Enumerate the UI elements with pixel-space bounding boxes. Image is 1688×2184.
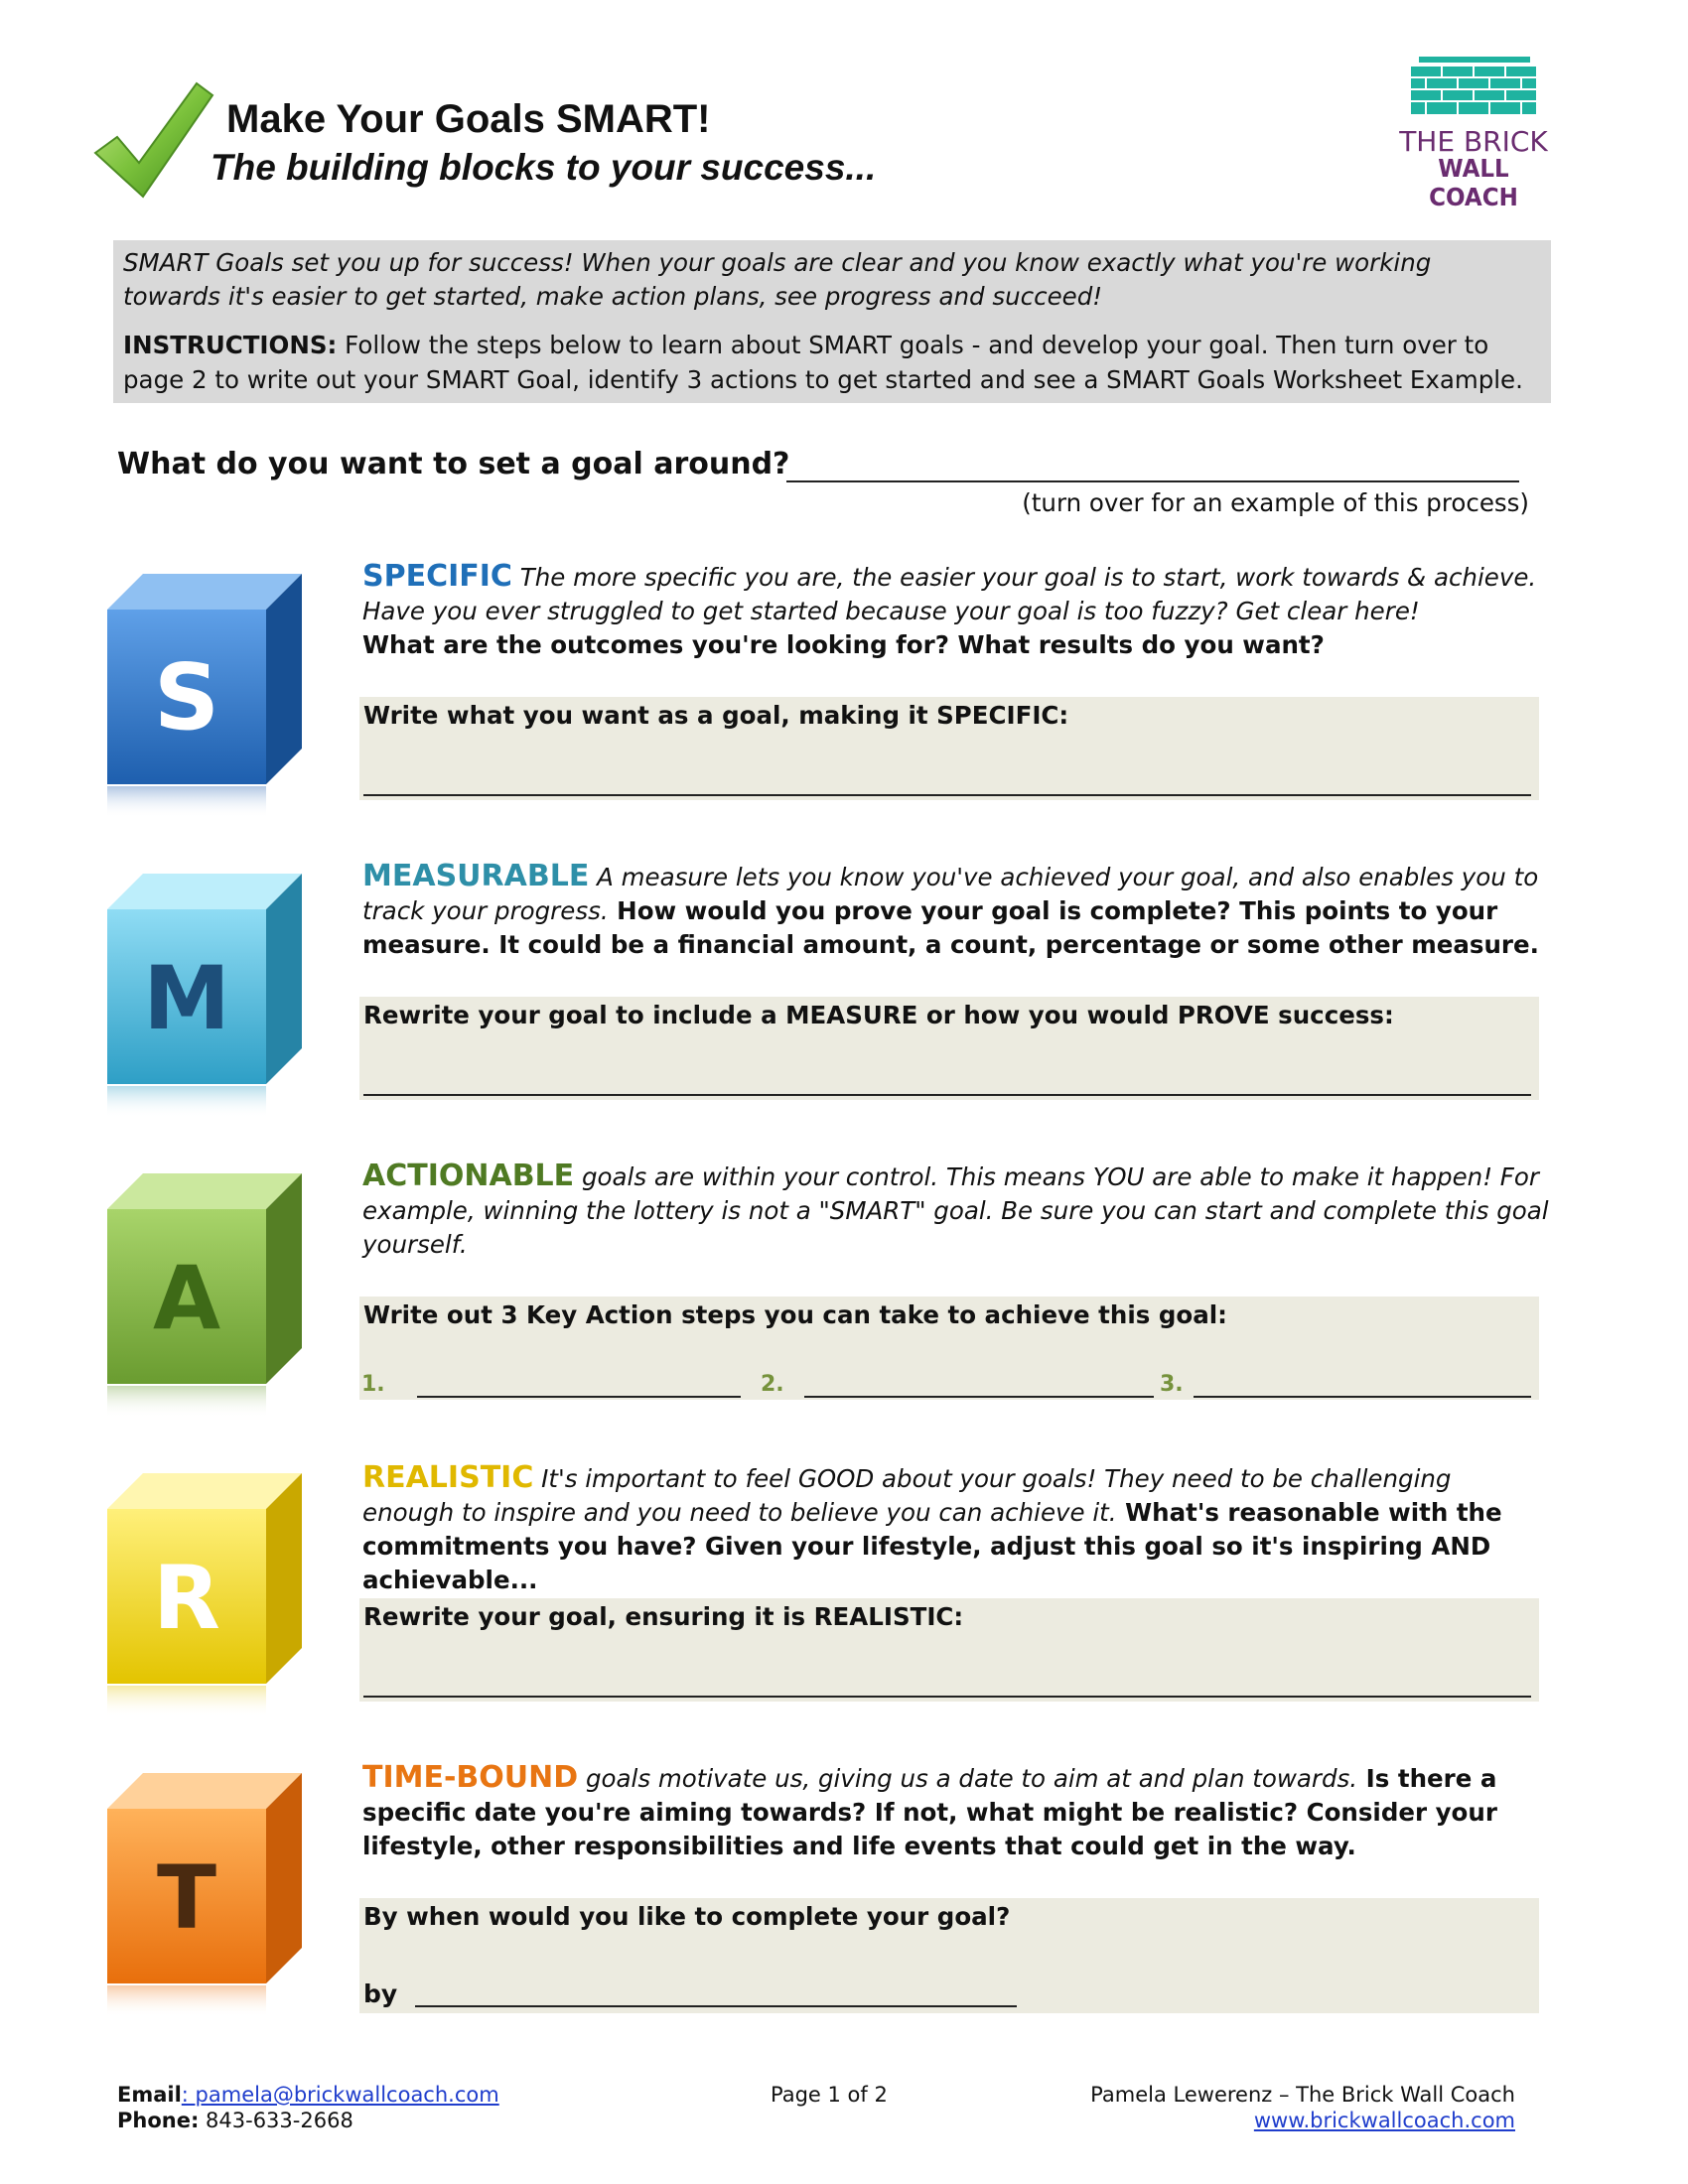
cube-m-letter: M	[143, 947, 230, 1049]
timebound-heading: TIME-BOUND	[362, 1760, 579, 1795]
measurable-answer-line[interactable]	[363, 1094, 1531, 1096]
cube-t-letter: T	[156, 1846, 217, 1949]
instructions-label: INSTRUCTIONS:	[123, 331, 338, 359]
email-link[interactable]: : pamela@brickwallcoach.com	[181, 2083, 499, 2107]
by-label: by	[363, 1979, 398, 2008]
step-3-number: 3.	[1160, 1372, 1184, 1397]
brick-wall-logo-icon	[1408, 52, 1541, 119]
timebound-description	[362, 1761, 1549, 1863]
realistic-italic: It's important to feel GOOD about your goals! They need to be challenging enough to inspire and you need to believe you can achieve it.	[362, 1464, 1452, 1527]
page-title: Make Your Goals SMART!	[226, 97, 711, 141]
intro-text: SMART Goals set you up for success! When your goals are clear and you know exactly what you're working towards it's easier to get started, make action plans, see progress and succeed!	[123, 248, 1432, 311]
realistic-heading: REALISTIC	[362, 1460, 534, 1495]
completion-date-line[interactable]	[415, 2005, 1017, 2007]
step-2-line[interactable]	[804, 1396, 1154, 1398]
specific-italic: The more specific you are, the easier your goal is to start, work towards & achieve. Have you ever struggled to get started because your goal is too fuzzy? Get clear here!	[362, 563, 1537, 625]
cube-m-icon	[103, 870, 302, 1118]
page-number: Page 1 of 2	[771, 2083, 888, 2107]
realistic-prompt: Rewrite your goal, ensuring it is REALISTIC:	[363, 1602, 964, 1631]
step-1-number: 1.	[361, 1372, 385, 1397]
website-link[interactable]: www.brickwallcoach.com	[1253, 2109, 1515, 2132]
cube-a-letter: A	[152, 1247, 221, 1349]
cube-t-icon	[103, 1769, 302, 2017]
measurable-heading: MEASURABLE	[362, 859, 590, 893]
actionable-description	[362, 1160, 1549, 1262]
logo-text-wall-coach: WALL COACH	[1429, 154, 1518, 211]
specific-answer-box[interactable]	[359, 697, 1539, 800]
timebound-italic: goals motivate us, giving us a date to aim at and plan towards.	[578, 1764, 1358, 1793]
cube-r-icon	[103, 1469, 302, 1717]
specific-description	[362, 560, 1549, 662]
actionable-heading: ACTIONABLE	[362, 1159, 575, 1193]
footer-email	[117, 2083, 499, 2107]
realistic-question: What's reasonable with the commitments you have? Given your lifestyle, adjust this goal so it's inspiring AND achievable...	[362, 1498, 1502, 1594]
page-subtitle: The building blocks to your success...	[211, 147, 877, 188]
realistic-answer-box[interactable]	[359, 1598, 1539, 1702]
actionable-italic: goals are within your control. This means YOU are able to make it happen! For example, winning the lottery is not a "SMART" goal. Be sure you can start and complete this goal yourself.	[362, 1162, 1549, 1259]
measurable-description	[362, 860, 1549, 962]
realistic-description	[362, 1461, 1549, 1597]
measurable-italic: A measure lets you know you've achieved your goal, and also enables you to track your progress.	[362, 863, 1539, 925]
specific-question: What are the outcomes you're looking for? What results do you want?	[362, 630, 1325, 659]
actionable-answer-box	[359, 1297, 1539, 1400]
phone-number: 843-633-2668	[199, 2109, 353, 2132]
measurable-question: How would you prove your goal is complete? This points to your measure. It could be a financial amount, a count, percentage or some other measure.	[362, 896, 1539, 959]
specific-prompt: Write what you want as a goal, making it SPECIFIC:	[363, 701, 1069, 730]
actionable-prompt: Write out 3 Key Action steps you can take to achieve this goal:	[363, 1300, 1227, 1329]
phone-label: Phone:	[117, 2109, 200, 2132]
timebound-answer-box	[359, 1898, 1539, 2013]
goal-question: What do you want to set a goal around?	[117, 447, 790, 481]
timebound-question: Is there a specific date you're aiming towards? If not, what might be realistic? Consider your lifestyle, other responsibilities and life events that could get in the way.	[362, 1764, 1497, 1860]
checkmark-icon	[87, 75, 216, 205]
step-2-number: 2.	[761, 1372, 784, 1397]
goal-answer-line[interactable]	[786, 480, 1519, 482]
footer-phone	[117, 2109, 353, 2132]
instructions-text: Follow the steps below to learn about SMART goals - and develop your goal. Then turn over to page 2 to write out your SMART Goal, identify 3 actions to get started and see a SMART Goals Worksheet Example.	[123, 331, 1523, 394]
footer-author: Pamela Lewerenz – The Brick Wall Coach	[1090, 2083, 1515, 2107]
realistic-answer-line[interactable]	[363, 1696, 1531, 1698]
timebound-prompt: By when would you like to complete your goal?	[363, 1902, 1011, 1931]
turn-over-note: (turn over for an example of this process)	[1022, 488, 1529, 517]
logo-text-the-brick: THE BRICK	[1399, 125, 1548, 158]
measurable-prompt: Rewrite your goal to include a MEASURE or how you would PROVE success:	[363, 1001, 1394, 1029]
instructions	[123, 328, 1543, 397]
step-3-line[interactable]	[1194, 1396, 1531, 1398]
cube-r-letter: R	[153, 1547, 220, 1649]
cube-a-icon	[103, 1169, 302, 1418]
measurable-answer-box[interactable]	[359, 997, 1539, 1100]
intro-box	[113, 240, 1551, 403]
specific-answer-line[interactable]	[363, 794, 1531, 796]
specific-heading: SPECIFIC	[362, 559, 512, 594]
step-1-line[interactable]	[417, 1396, 741, 1398]
cube-s-letter: S	[153, 644, 220, 751]
cube-s-icon	[103, 570, 302, 818]
email-label: Email	[117, 2083, 182, 2107]
